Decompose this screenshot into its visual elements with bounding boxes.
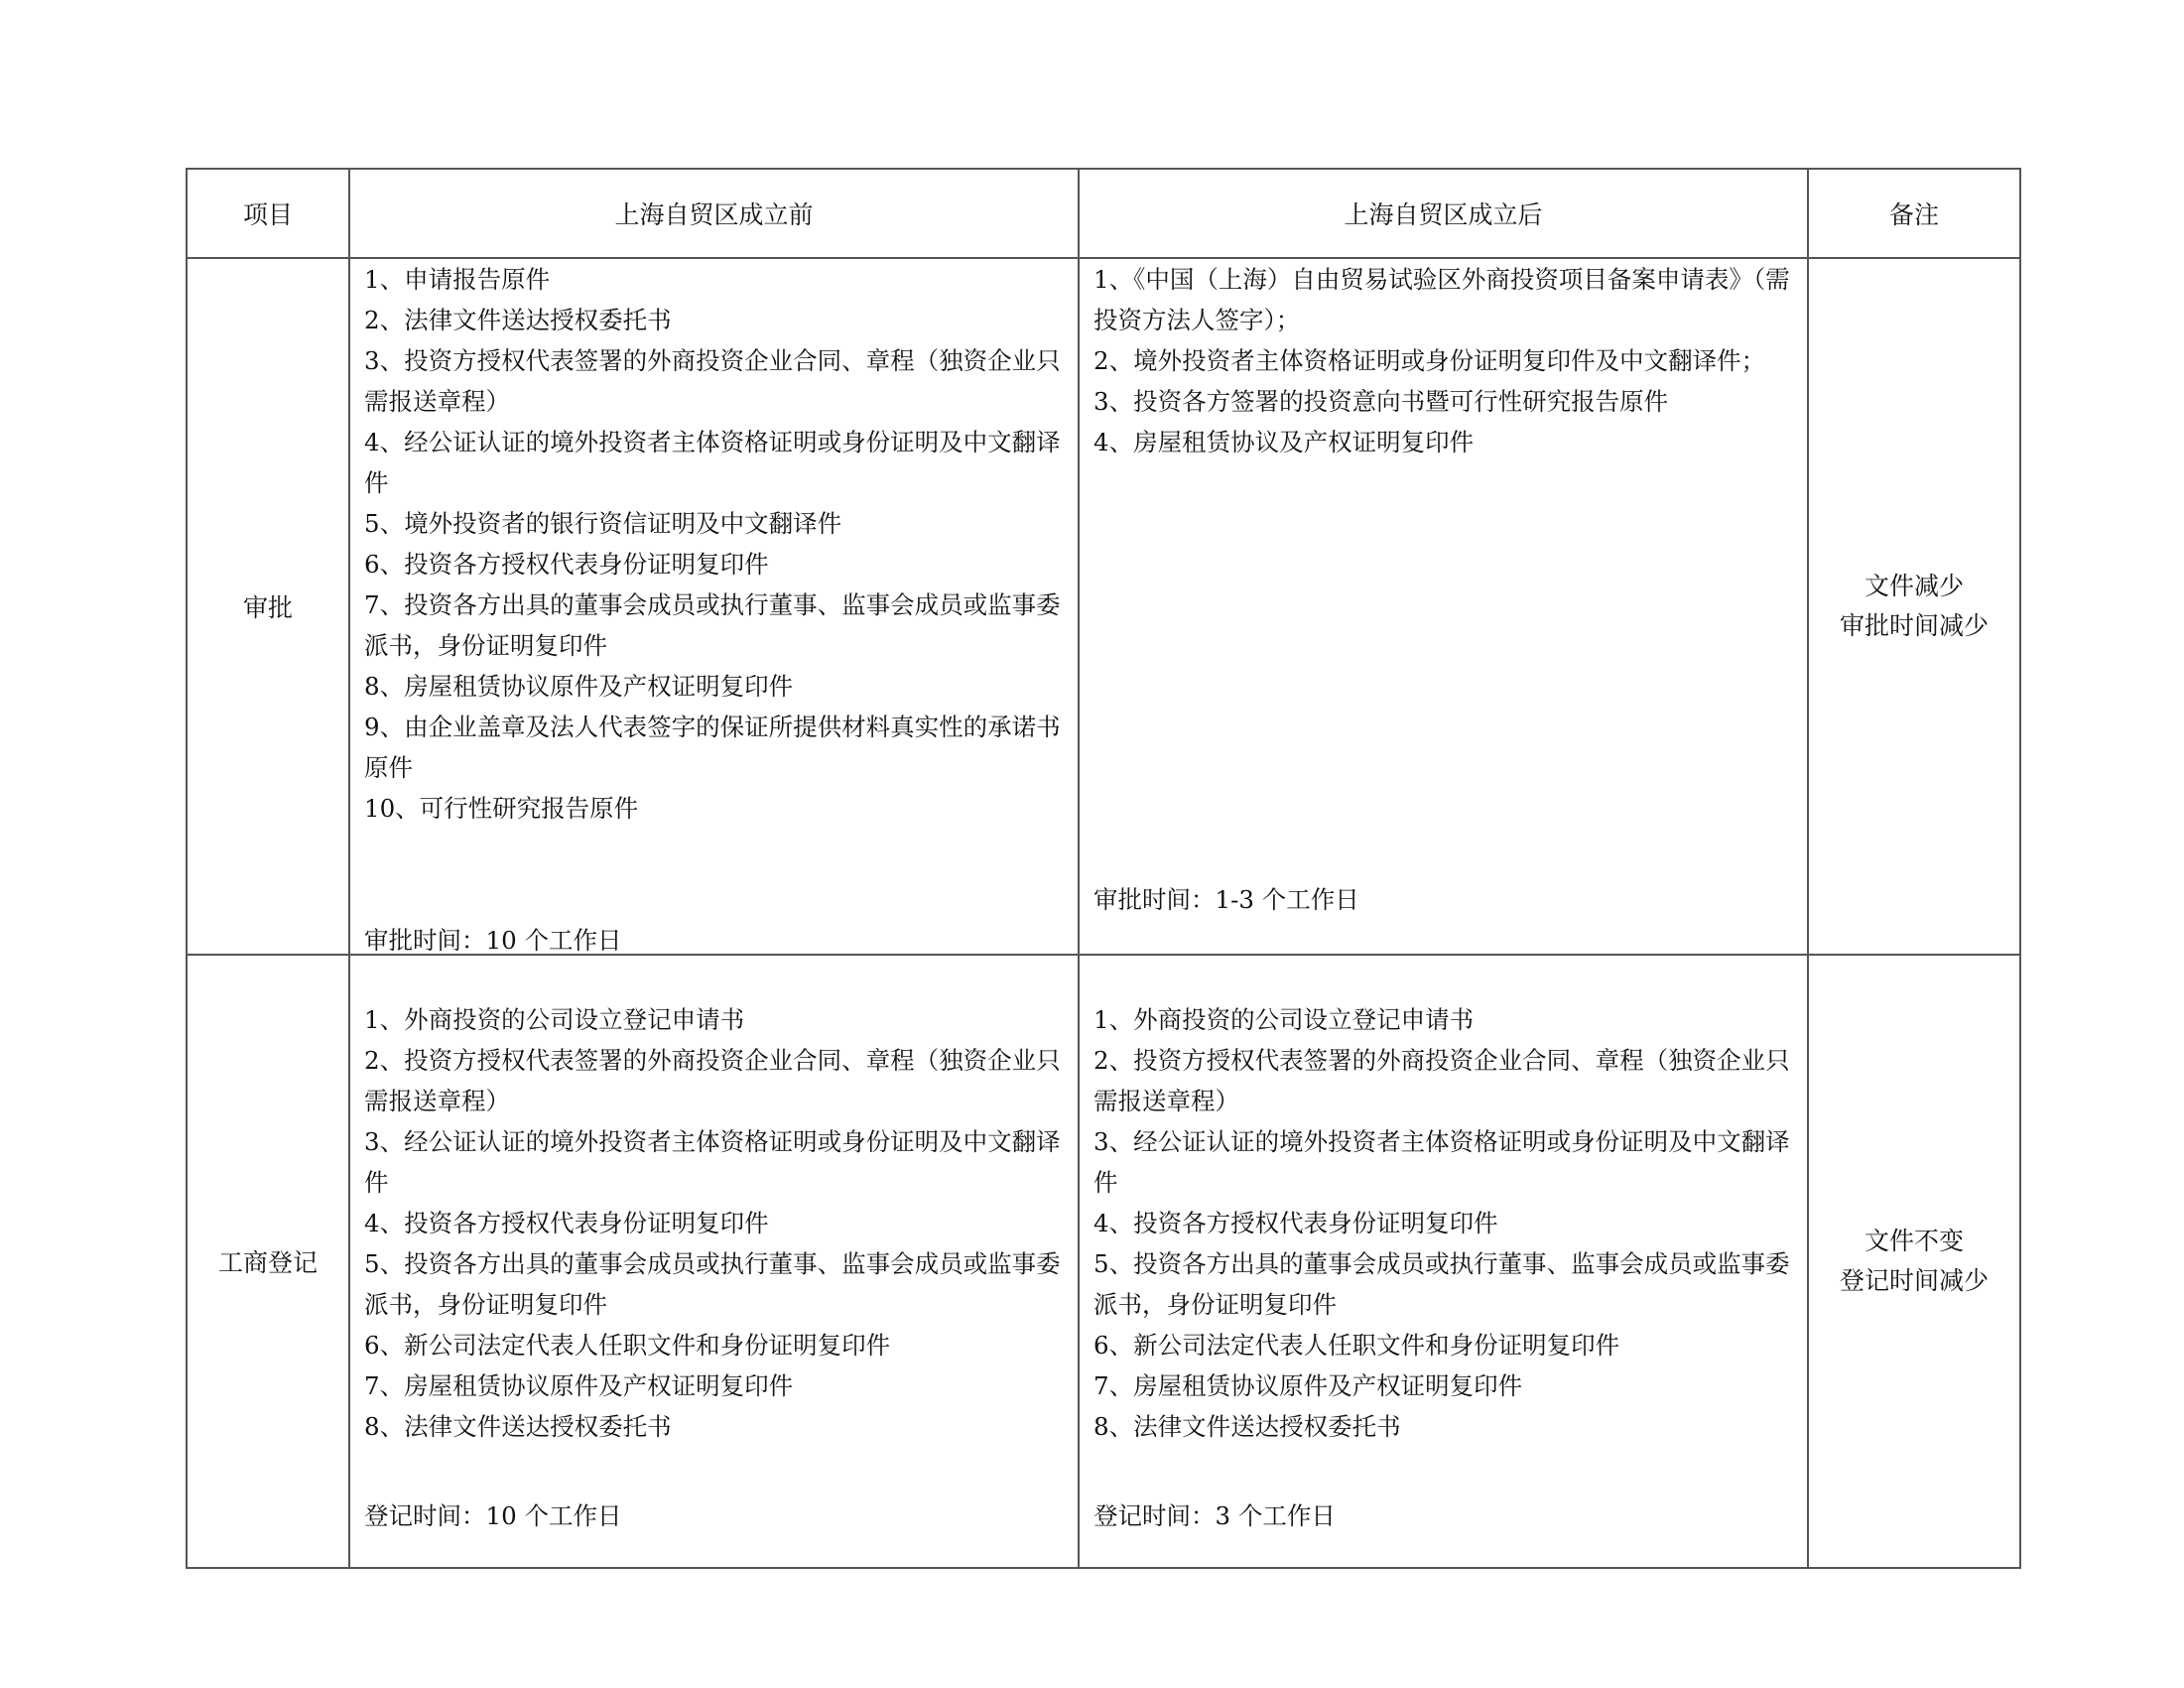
approval-after-cell: [1079, 258, 1808, 955]
approval-before-cell: [349, 258, 1079, 955]
registration-before-list: [350, 956, 1078, 1447]
registration-after-list: [1080, 956, 1807, 1447]
list-item: 8、房屋租赁协议原件及产权证明复印件: [364, 672, 794, 701]
registration-before-time: 登记时间：10 个工作日: [364, 1501, 622, 1530]
list-item: 4、投资各方授权代表身份证明复印件: [1093, 1209, 1498, 1237]
list-item: 1、《中国（上海）自由贸易试验区外商投资项目备案申请表》（需投资方法人签字）；: [1093, 265, 1790, 334]
list-item: 2、境外投资者主体资格证明或身份证明复印件及中文翻译件；: [1093, 346, 1766, 375]
registration-note-cell: [1808, 955, 2020, 1568]
list-item: 3、投资方授权代表签署的外商投资企业合同、章程（独资企业只需报送章程）: [364, 346, 1061, 416]
list-item: 2、投资方授权代表签署的外商投资企业合同、章程（独资企业只需报送章程）: [364, 1046, 1061, 1115]
approval-before-list: [350, 259, 1078, 829]
approval-after-list: [1080, 259, 1807, 462]
approval-note-line-1: 文件减少: [1863, 572, 1964, 600]
list-item: 4、投资各方授权代表身份证明复印件: [364, 1209, 769, 1237]
table-row-approval: [187, 258, 2020, 955]
row-label-registration: 工商登记: [187, 955, 349, 1568]
list-item: 1、外商投资的公司设立登记申请书: [1093, 1005, 1475, 1034]
table-row-registration: [187, 955, 2020, 1568]
registration-note-line-2: 登记时间减少: [1839, 1266, 1989, 1295]
list-item: 10、可行性研究报告原件: [364, 794, 639, 823]
header-note: 备注: [1808, 169, 2020, 258]
list-item: 5、投资各方出具的董事会成员或执行董事、监事会成员或监事委派书，身份证明复印件: [364, 1249, 1061, 1319]
list-item: 8、法律文件送达授权委托书: [364, 1412, 672, 1441]
header-item: 项目: [187, 169, 349, 258]
header-before: 上海自贸区成立前: [349, 169, 1079, 258]
list-item: 4、房屋租赁协议及产权证明复印件: [1093, 428, 1475, 456]
row-label-approval: 审批: [187, 258, 349, 955]
registration-note-line-1: 文件不变: [1863, 1227, 1964, 1255]
list-item: 7、房屋租赁协议原件及产权证明复印件: [1093, 1371, 1523, 1400]
approval-before-time: 审批时间：10 个工作日: [364, 926, 622, 955]
header-after: 上海自贸区成立后: [1079, 169, 1808, 258]
list-item: 3、投资各方签署的投资意向书暨可行性研究报告原件: [1093, 387, 1669, 416]
list-item: 7、投资各方出具的董事会成员或执行董事、监事会成员或监事委派书，身份证明复印件: [364, 590, 1061, 660]
registration-after-cell: [1079, 955, 1808, 1568]
list-item: 9、由企业盖章及法人代表签字的保证所提供材料真实性的承诺书原件: [364, 713, 1061, 782]
approval-after-time: 审批时间：1-3 个工作日: [1093, 885, 1359, 914]
registration-after-time: 登记时间：3 个工作日: [1093, 1501, 1336, 1530]
table-header-row: [187, 169, 2020, 258]
list-item: 6、新公司法定代表人任职文件和身份证明复印件: [1093, 1331, 1620, 1360]
list-item: 7、房屋租赁协议原件及产权证明复印件: [364, 1371, 794, 1400]
list-item: 6、新公司法定代表人任职文件和身份证明复印件: [364, 1331, 891, 1360]
list-item: 6、投资各方授权代表身份证明复印件: [364, 550, 769, 579]
registration-before-cell: [349, 955, 1079, 1568]
list-item: 8、法律文件送达授权委托书: [1093, 1412, 1401, 1441]
comparison-table: [186, 168, 2021, 1569]
list-item: 4、经公证认证的境外投资者主体资格证明或身份证明及中文翻译件: [364, 428, 1061, 497]
list-item: 5、投资各方出具的董事会成员或执行董事、监事会成员或监事委派书，身份证明复印件: [1093, 1249, 1790, 1319]
list-item: 3、经公证认证的境外投资者主体资格证明或身份证明及中文翻译件: [364, 1127, 1061, 1197]
list-item: 5、境外投资者的银行资信证明及中文翻译件: [364, 509, 842, 538]
list-item: 3、经公证认证的境外投资者主体资格证明或身份证明及中文翻译件: [1093, 1127, 1790, 1197]
approval-note-cell: [1808, 258, 2020, 955]
list-item: 1、外商投资的公司设立登记申请书: [364, 1005, 745, 1034]
list-item: 2、投资方授权代表签署的外商投资企业合同、章程（独资企业只需报送章程）: [1093, 1046, 1790, 1115]
approval-note-line-2: 审批时间减少: [1839, 611, 1989, 640]
list-item: 2、法律文件送达授权委托书: [364, 306, 672, 334]
list-item: 1、申请报告原件: [364, 265, 551, 294]
